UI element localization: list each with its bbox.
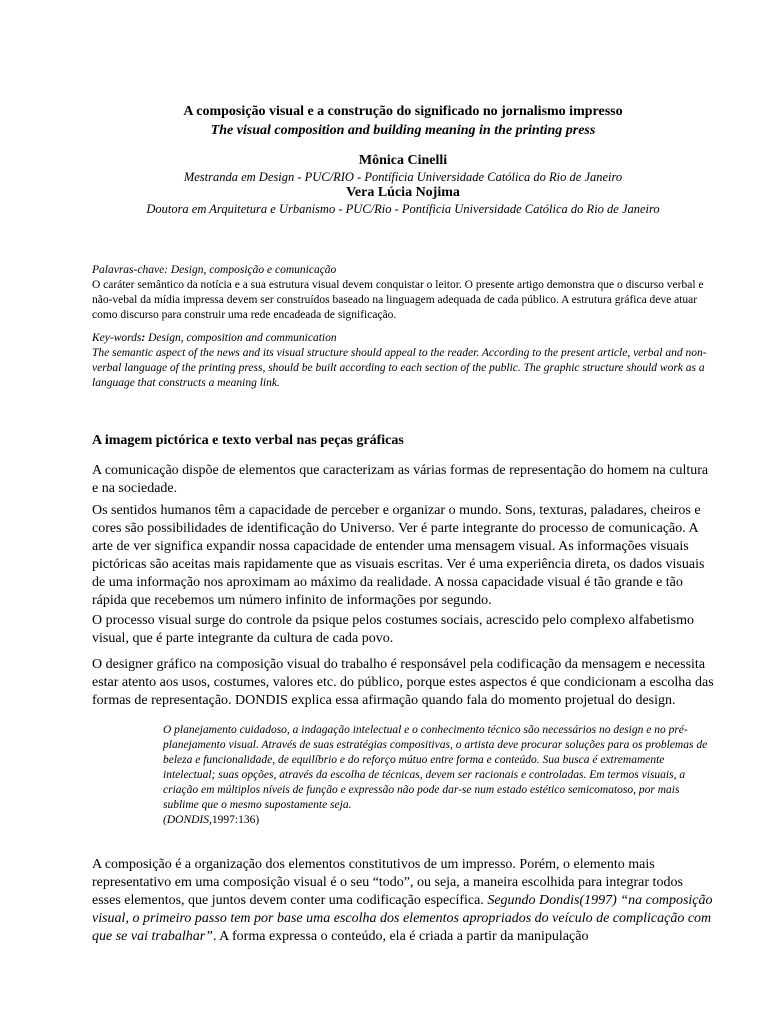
block-quote [163,723,718,828]
body-paragraph-1: A comunicação dispõe de elementos que caracterizam as várias formas de representação do homem na cultura e na sociedade. [92,463,709,496]
block-quote-citation [163,813,718,828]
keywords-pt: Palavras-chave: Design, composição e comunicação [92,264,337,276]
citation-author: (DONDIS, [163,814,212,826]
keywords-en [92,331,714,346]
body-paragraph-5-citation: Segundo Dondis(1997) “na composição visual, o primeiro passo tem por base uma escolha dos elementos apropriados do veículo de complicação com que se vai trabalhar” [92,893,713,944]
author-name-2: Vera Lúcia Nojima [346,185,460,200]
citation-year-page: 1997:136) [211,814,260,826]
author-name-1: Mônica Cinelli [358,153,448,168]
block-quote-text: O planejamento cuidadoso, a indagação intelectual e o conhecimento técnico são necessários no design e no pré-planejamento visual. Através de suas estratégias compositivas, o artista deve procurar soluções para os problemas de beleza e funcionalidade, de equilíbrio e do reforço mútuo entre forma e conteúdo. Sua busca é extremamente intelectual; suas opções, através da escolha de técnicas, devem ser racionais e controladas. Em termos visuais, a criação em múltiplos níveis de função e expressão não pode dar-se num estado estético semicomatoso, por mais sublime que o mesmo supostamente seja. [163,724,708,811]
keywords-en-text: Design, composition and communication [145,332,337,344]
paper-title-en: The visual composition and building meaning in the printing press [210,123,596,138]
keywords-en-colon: : [141,332,146,344]
abstract-pt-text: O caráter semântico da notícia e a sua estrutura visual devem conquistar o leitor. O presente artigo demonstra que o discurso verbal e não-vebal da mídia impressa devem ser construídos baseado na linguagem adequada de cada público. A estrutura gráfica deve atuar como discurso para construir uma rede encadeada de significação. [92,279,704,321]
body-paragraph-4: O designer gráfico na composição visual do trabalho é responsável pela codificação da mensagem e necessita estar atento aos usos, costumes, valores etc. do público, porque estes aspectos é que condicionam a escolha das formas de representação. DONDIS explica essa afirmação quando fala do momento projetual do design. [92,657,714,708]
body-paragraph-5-part-1: A composição é a organização dos elementos constitutivos de um impresso. Porém, o elemento mais representativo em uma composição visual é o seu “todo”, ou seja, a maneira escolhida para integrar todos esses elementos, que juntos devem conter uma codificação específica. [92,857,683,908]
body-paragraph-2: Os sentidos humanos têm a capacidade de perceber e organizar o mundo. Sons, texturas, paladares, cheiros e cores são possibilidades de identificação do Universo. Ver é parte integrante do processo de comunicação. A arte de ver significa expandir nossa capacidade de entender uma mensagem visual. As informações visuais pictóricas são aceitas mais rapidamente que as visuais escritas. Ver é uma experiência direta, os dados visuais de uma informação nos aproximam ao máximo da realidade. A nossa capacidade visual é tão grande e tão rápida que recebemos um número infinito de informações por segundo. [92,503,705,608]
author-affiliation-1: Mestranda em Design - PUC/RIO - Pontíficia Universidade Católica do Rio de Janeiro [183,170,623,184]
section-heading: A imagem pictórica e texto verbal nas peças gráficas [92,433,404,448]
abstract-pt [92,263,714,323]
keywords-en-label: Key-words [92,332,142,344]
body-paragraph-5 [92,856,714,946]
author-affiliation-2: Doutora em Arquitetura e Urbanismo - PUC/Rio - Pontíficia Universidade Católica do Rio de Janeiro [146,202,660,216]
abstract-en [92,331,714,391]
body-paragraph-3: O processo visual surge do controle da psique pelos costumes sociais, acrescido pelo complexo alfabetismo visual, que é parte integrante da cultura de cada povo. [92,613,694,646]
abstract-en-text: The semantic aspect of the news and its visual structure should appeal to the reader. According to the present article, verbal and non-verbal language of the printing press, should be built according to each section of the public. The graphic structure should work as a language that constructs a meaning link. [92,347,707,389]
body-paragraph-5-part-2: . A forma expressa o conteúdo, ela é criada a partir da manipulação [212,929,589,944]
paper-title-pt: A composição visual e a construção do significado no jornalismo impresso [183,104,623,119]
